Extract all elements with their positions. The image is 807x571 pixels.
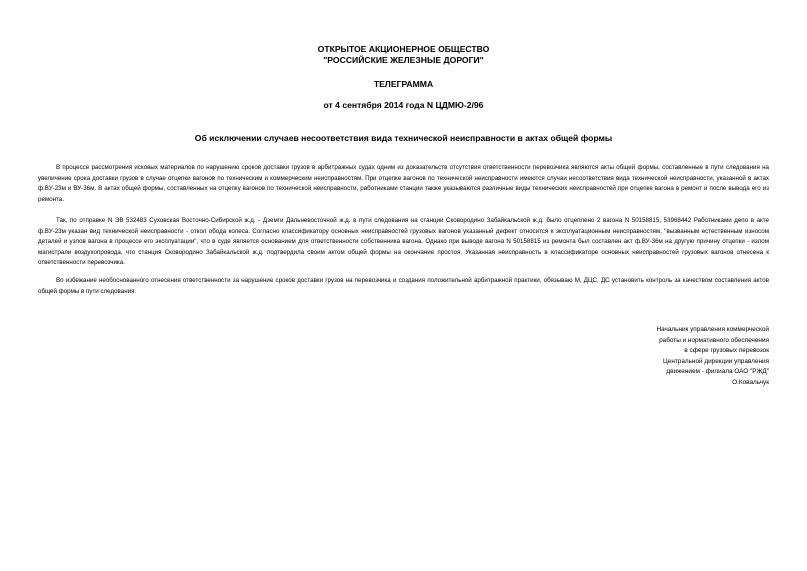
- document-type: ТЕЛЕГРАММА: [373, 79, 434, 89]
- signature-line-5: движением - филиала ОАО "РЖД": [666, 368, 769, 376]
- paragraph-1: В процессе рассмотрения исковых материалов по нарушению сроков доставки грузов в арбитражных судах одним из доказательств отсутствия ответственности перевозчика являются акты общей формы, составленные в пути следования на увеличение срока доставки грузов в случае отцепки вагонов по техническим и коммерческим неисправностям. При отцепке вагонов по технической неисправности имеются случаи несоответствия вида технической неисправности, указанной в актах ф.ВУ-23м и ВУ-36м. В актах общей формы, составленных на отцепку вагонов по технической неисправности, работниками станции также указываются различные виды технических неисправностей при отцепке вагона в ремонт и после вывода его из ремонта.: [38, 164, 769, 203]
- signature-line-3: в сфере грузовых перевозок: [684, 347, 769, 355]
- signature-line-2: работы и нормативного обеспечения: [659, 336, 769, 344]
- document-subject: Об исключении случаев несоответствия вида технической неисправности в актах общей формы: [194, 133, 613, 143]
- document-date-number: от 4 сентября 2014 года N ЦДМЮ-2/96: [323, 100, 484, 110]
- signature-line-4: Центральной дирекции управления: [663, 357, 769, 365]
- signature-block: [549, 325, 769, 389]
- paragraph-3: Во избежание необоснованного отнесения ответственности за нарушение сроков доставки грузов на перевозчика и создания положительной арбитражной практики, обязываю М, ДЦС, ДС установить контроль за качеством составления актов общей формы в пути следования.: [38, 277, 769, 295]
- signatory-name: О.Ковальчук: [732, 378, 769, 386]
- paragraph-2: Так, по отправке N ЭВ 532483 Суховская Восточно-Сибирской ж.д. - Дземги Дальневосточной ж.д. в пути следования на станции Сковородино Забайкальской ж.д. было отцеплено 2 вагона N 50158815, 53968442 Работниками депо в акте ф.ВУ-23м указан вид технической неисправности - откол обода колеса. Согласно классификатору основных неисправностей грузовых вагонов указанный дефект относится к эксплуатационным неисправностям, "вызванным естественным износом деталей и узлов вагона в процессе его эксплуатации", что в суде является основанием для ответственности собственника вагона. Однако при выводе вагона N 50158815 из ремонта был составлен акт ф.ВУ-36м на другую причину отцепки - излом магистрали воздухопровода, что станция Сковородино Забайкальской ж.д. подтвердила своим актом общей формы на окончание простоя. Указанная неисправность в классификаторе основных неисправностей грузовых вагонов отнесена к ответственности перевозчика.: [38, 217, 769, 266]
- signature-line-1: Начальник управления коммерческой: [656, 326, 769, 333]
- organization-name-line1: ОТКРЫТОЕ АКЦИОНЕРНОЕ ОБЩЕСТВО: [317, 44, 490, 54]
- organization-name-line2: "РОССИЙСКИЕ ЖЕЛЕЗНЫЕ ДОРОГИ": [323, 55, 484, 65]
